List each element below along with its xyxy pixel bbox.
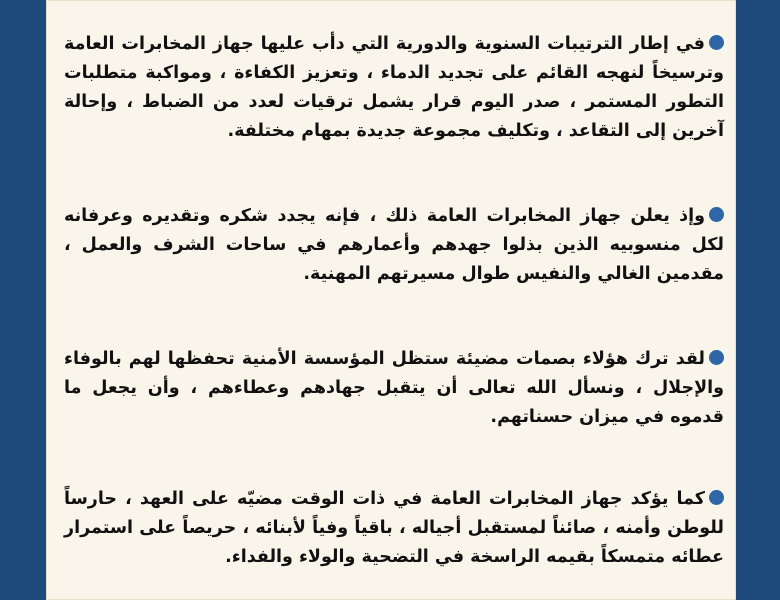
paragraph-4: [64, 485, 724, 572]
paragraph-1-text: في إطار الترتيبات السنوية والدورية التي دأب عليها جهاز المخابرات العامة وترسيخاً لنهجه القائم على تجديد الدماء ، وتعزيز الكفاءة ، ومواكبة متطلبات التطور المستمر ، صدر اليوم قرار يشمل ترقيات لعدد من الضباط ، وإحالة آخرين إلى التقاعد ، وتكليف مجموعة جديدة بمهام مختلفة.: [64, 34, 724, 141]
bullet-icon: [709, 350, 724, 365]
paragraph-2: [64, 202, 724, 289]
paragraph-3: [64, 345, 724, 432]
paragraph-2-text: وإذ يعلن جهاز المخابرات العامة ذلك ، فإنه يجدد شكره وتقديره وعرفانه لكل منسوبيه الذين بذلوا جهدهم وأعمارهم في ساحات الشرف والعمل ، مقدمين الغالي والنفيس طوال مسيرتهم المهنية.: [64, 206, 724, 284]
paragraph-3-text: لقد ترك هؤلاء بصمات مضيئة ستظل المؤسسة الأمنية تحفظها لهم بالوفاء والإجلال ، ونسأل الله تعالى أن يتقبل جهادهم وعطاءهم ، وأن يجعل ما قدموه في ميزان حسناتهم.: [64, 349, 724, 427]
bullet-icon: [709, 490, 724, 505]
paragraph-4-text: كما يؤكد جهاز المخابرات العامة في ذات الوقت مضيّه على العهد ، حارساً للوطن وأمنه ، صائناً لمستقبل أجياله ، باقياً وفياً لأبنائه ، حريصاً على استمرار عطائه متمسكاً بقيمه الراسخة في التضحية والولاء والفداء.: [64, 489, 724, 567]
paragraph-1: [64, 30, 724, 146]
bullet-icon: [709, 207, 724, 222]
bullet-icon: [709, 35, 724, 50]
document-paper: [46, 0, 736, 600]
